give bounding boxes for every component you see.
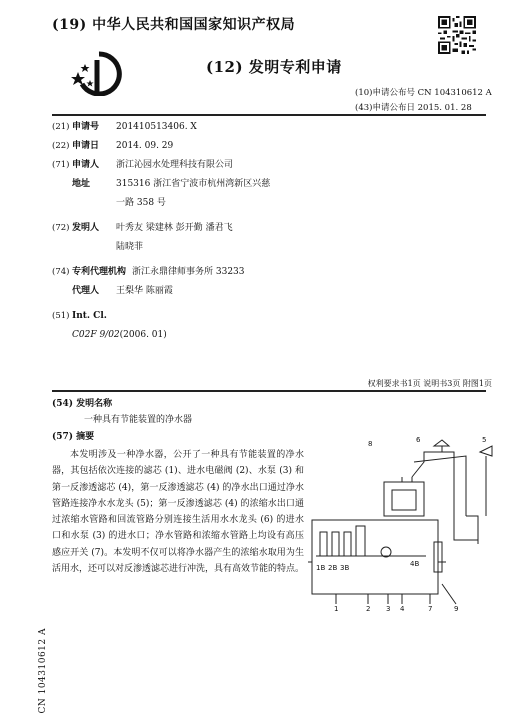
filter-1 (320, 532, 327, 556)
field-label: 发明人 (72, 223, 100, 233)
filter-4 (356, 526, 365, 556)
figure-label-4: 4 (400, 605, 405, 612)
field-code: (22) (52, 141, 70, 151)
figure-label-3B: 3B (340, 564, 350, 572)
figure-label-6: 6 (416, 436, 421, 444)
field-code: (72) (52, 223, 70, 233)
side-publication-number: CN 104310612 A (38, 628, 48, 714)
device-housing (312, 520, 438, 594)
agent-row (52, 282, 270, 301)
figure-label-2: 2 (366, 605, 371, 612)
membrane-block (384, 482, 424, 516)
inventors-row (52, 219, 270, 238)
application-number: 201410513406. X (116, 122, 197, 132)
page-count-info: 权利要求书1页 说明书3页 附图1页 (367, 379, 492, 388)
agency-name: 浙江永鼎律师事务所 33233 (132, 267, 245, 277)
figure-label-5: 5 (482, 436, 487, 444)
waste-pipe (428, 452, 478, 540)
office-name: (19) 中华人民共和国国家知识产权局 (52, 17, 296, 33)
field-label: 代理人 (72, 286, 100, 296)
publication-number: (10)申请公布号 CN 104310612 A (355, 88, 492, 98)
ipc-row (52, 307, 270, 326)
abstract-paragraph: 本发明涉及一种净水器，公开了一种具有节能装置的净水器，其包括依次连接的滤芯 (1)、进水电磁阀 (2)、水泵 (3) 和第一反渗透滤芯 (4)，第一反渗透滤芯 (4) 的净水出口通过净水管路连接净水水龙头 (5)；第一反渗透滤芯 (4) 的浓缩水出口通过浓缩水管路和回流管路分别连接生活用水水龙头 (6) 的进水口和水泵 (3) 的进水口；净水管路和浓缩水管路上均设有高压感应开关 (7)。本发明不仅可以将净水器产生的浓缩水取用为生活用水，还可以对反渗透滤芯进行冲洗，具有高效节能的特点。 (52, 450, 305, 575)
figure-label-3: 3 (386, 605, 391, 612)
document-kind: (12) 发明专利申请 (206, 58, 342, 76)
abstract-text (52, 447, 304, 577)
field-label: Int. Cl. (72, 311, 107, 321)
agency-row (52, 263, 270, 282)
address: 315316 浙江省宁波市杭州湾新区兴慈 (116, 179, 271, 189)
ipc-value-row (52, 326, 270, 345)
field-label: 地址 (72, 179, 91, 189)
abstract-heading: (57) 摘要 (52, 432, 95, 442)
field-label: 申请日 (72, 141, 100, 151)
field-code: (71) (52, 160, 70, 170)
invention-title: 一种具有节能装置的净水器 (84, 415, 193, 425)
inventor-names-continued: 陆晓菲 (116, 242, 144, 252)
figure-label-8: 8 (368, 440, 373, 448)
membrane-inner (392, 490, 416, 510)
inventor-names: 叶秀友 梁建林 彭开勤 潘君飞 (116, 223, 233, 233)
figure-label-2B: 2B (328, 564, 338, 572)
filter-3 (344, 532, 351, 556)
figure-label-1: 1 (334, 605, 339, 612)
application-number-row (52, 118, 270, 137)
header-rule (52, 114, 486, 116)
field-code: (51) (52, 311, 70, 321)
field-label: 申请号 (72, 122, 100, 132)
applicant-name: 浙江沁园水处理科技有限公司 (116, 160, 234, 170)
figure-label-7: 7 (428, 605, 433, 612)
application-date-row (52, 137, 270, 156)
figure-label-4B: 4B (410, 560, 420, 568)
field-code: (74) (52, 267, 70, 277)
applicant-row (52, 156, 270, 175)
field-code: (21) (52, 122, 70, 132)
figure-label-1B: 1B (316, 564, 326, 572)
field-label: 申请人 (72, 160, 100, 170)
address-row (52, 175, 270, 194)
field-label: 专利代理机构 (72, 267, 127, 277)
application-date: 2014. 09. 29 (116, 141, 174, 151)
tap-5-body (480, 446, 492, 456)
bibliographic-data (52, 118, 270, 345)
agent-names: 王梨华 陈丽霞 (116, 286, 173, 296)
ipc-code: C02F 9/02 (72, 330, 120, 340)
inventors-row-2 (52, 238, 270, 257)
pipe-to-tap-6 (412, 452, 428, 477)
address-row-2 (52, 194, 270, 213)
device-schematic-figure (306, 432, 502, 612)
figure-label-9: 9 (454, 605, 459, 612)
cnipa-logo (68, 50, 130, 96)
address-continued: 一路 358 号 (116, 198, 166, 208)
publication-date: (43)申请公布日 2015. 01. 28 (355, 103, 472, 113)
abstract-rule (52, 390, 486, 392)
filter-2 (332, 532, 339, 556)
block-top-pipes (402, 477, 412, 482)
tap-6-body (434, 440, 449, 446)
ipc-version: (2006. 01) (119, 330, 167, 340)
qr-code[interactable] (438, 16, 476, 54)
invention-title-heading: (54) 发明名称 (52, 399, 113, 409)
